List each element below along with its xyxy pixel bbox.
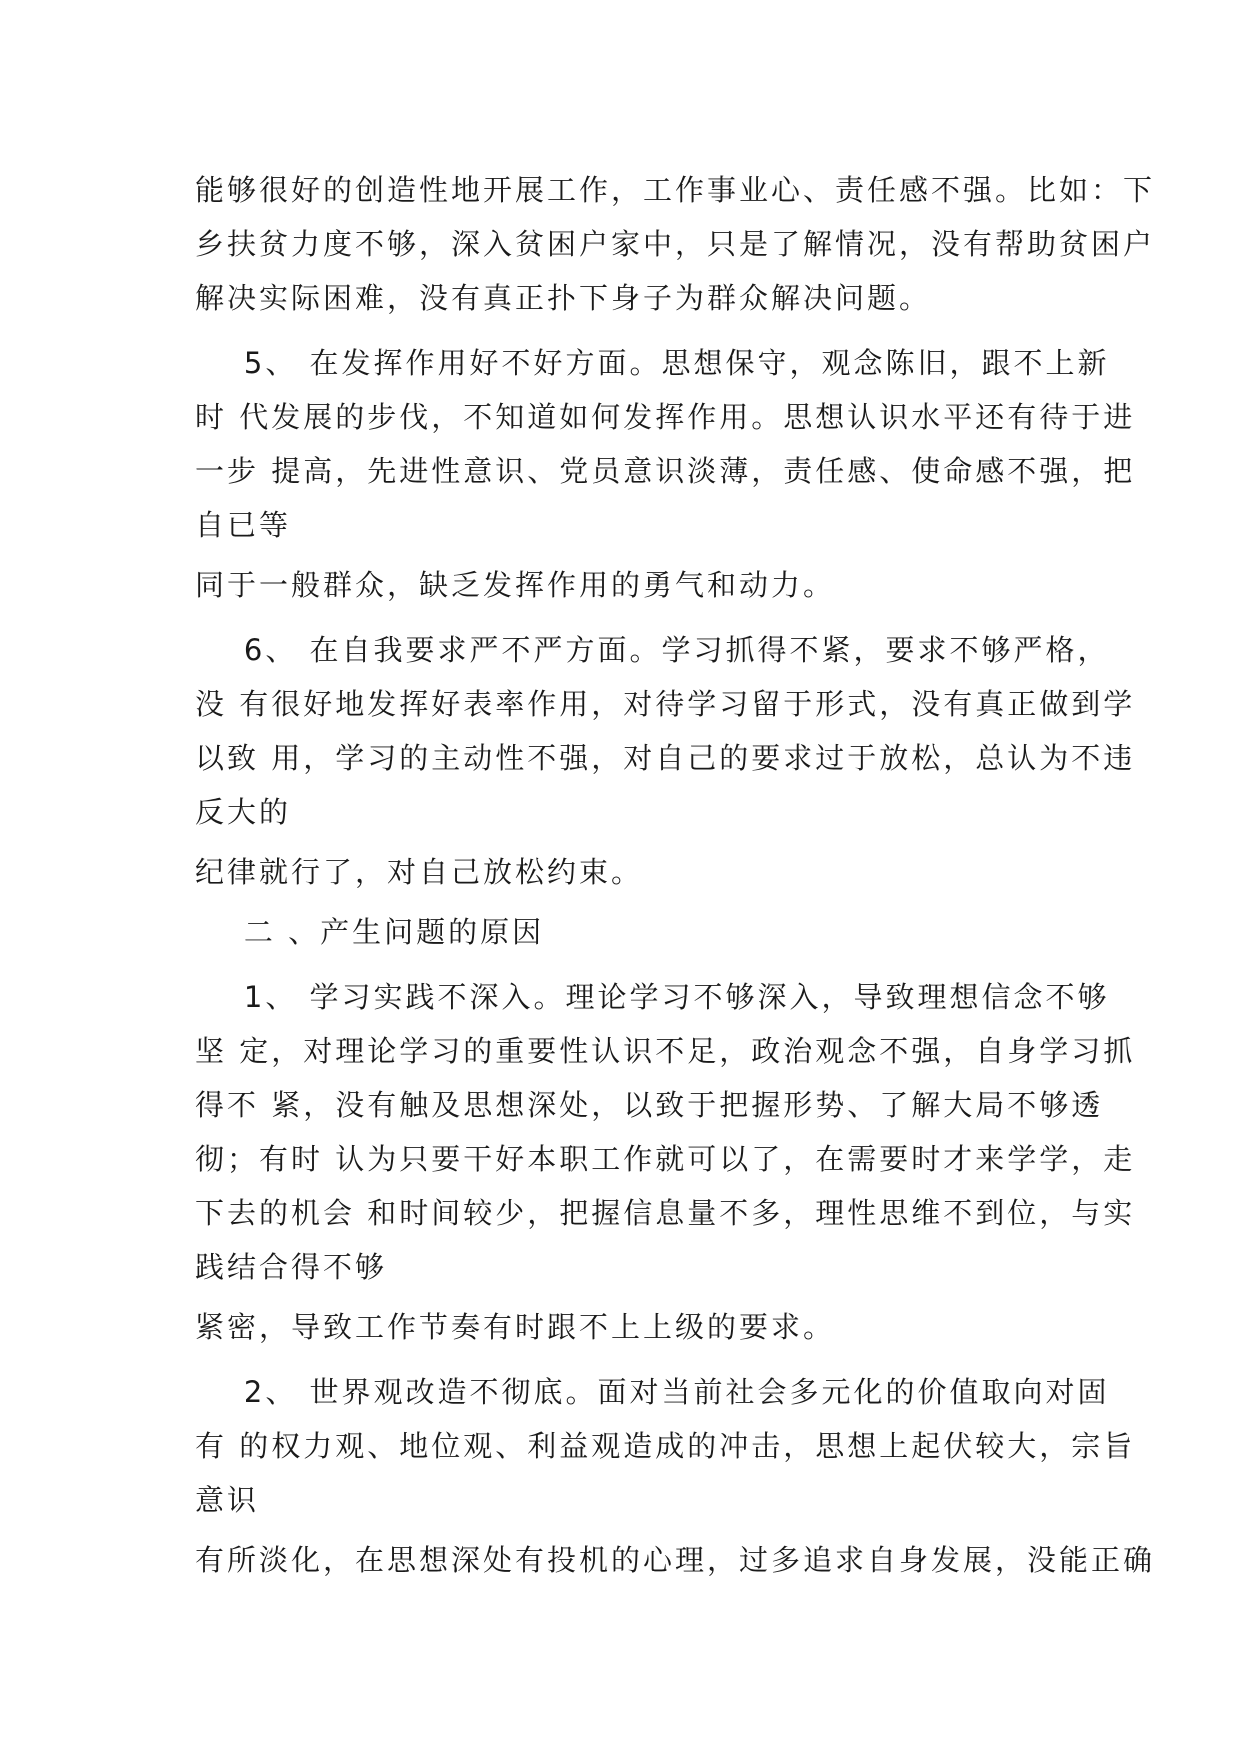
text-line: 坚 定，对理论学习的重要性认识不足，政治观念不强，自身学习抓 <box>195 1034 1136 1068</box>
text-line: 反大的 <box>195 795 292 829</box>
text-line: 一步 提高，先进性意识、党员意识淡薄，责任感、使命感不强，把 <box>195 454 1136 488</box>
text-line: 得不 紧，没有触及思想深处，以致于把握形势、了解大局不够透 <box>195 1088 1104 1122</box>
text-line: 意识 <box>195 1483 260 1517</box>
text-line: 同于一般群众，缺乏发挥作用的勇气和动力。 <box>195 568 836 602</box>
text-line: 有 的权力观、地位观、利益观造成的冲击，思想上起伏较大，宗旨 <box>195 1429 1136 1463</box>
text-line: 时 代发展的步伐，不知道如何发挥作用。思想认识水平还有待于进 <box>195 400 1136 434</box>
text-line: 1、 学习实践不深入。理论学习不够深入，导致理想信念不够 <box>195 980 1110 1014</box>
text-line: 彻；有时 认为只要干好本职工作就可以了，在需要时才来学学，走 <box>195 1142 1136 1176</box>
text-line: 紧密，导致工作节奏有时跟不上上级的要求。 <box>195 1310 836 1344</box>
text-line: 自已等 <box>195 508 292 542</box>
text-line: 没 有很好地发挥好表率作用，对待学习留于形式，没有真正做到学 <box>195 687 1136 721</box>
text-line: 2、 世界观改造不彻底。面对当前社会多元化的价值取向对固 <box>195 1375 1110 1409</box>
text-line: 5、 在发挥作用好不好方面。思想保守，观念陈旧，跟不上新 <box>195 346 1110 380</box>
text-line: 以致 用，学习的主动性不强，对自己的要求过于放松，总认为不违 <box>195 741 1136 775</box>
text-line: 解决实际困难，没有真正扑下身子为群众解决问题。 <box>195 281 932 315</box>
text-line: 下去的机会 和时间较少，把握信息量不多，理性思维不到位，与实 <box>195 1196 1136 1230</box>
text-line: 纪律就行了，对自己放松约束。 <box>195 855 644 889</box>
text-line: 乡扶贫力度不够，深入贫困户家中，只是了解情况，没有帮助贫困户 <box>195 227 1156 261</box>
section-heading: 二 、产生问题的原因 <box>195 915 545 949</box>
text-line: 有所淡化，在思想深处有投机的心理，过多追求自身发展，没能正确 <box>195 1543 1156 1577</box>
text-line: 践结合得不够 <box>195 1250 388 1284</box>
text-line: 能够很好的创造性地开展工作，工作事业心、责任感不强。比如：下 <box>195 173 1156 207</box>
text-line: 6、 在自我要求严不严方面。学习抓得不紧，要求不够严格， <box>195 633 1110 667</box>
